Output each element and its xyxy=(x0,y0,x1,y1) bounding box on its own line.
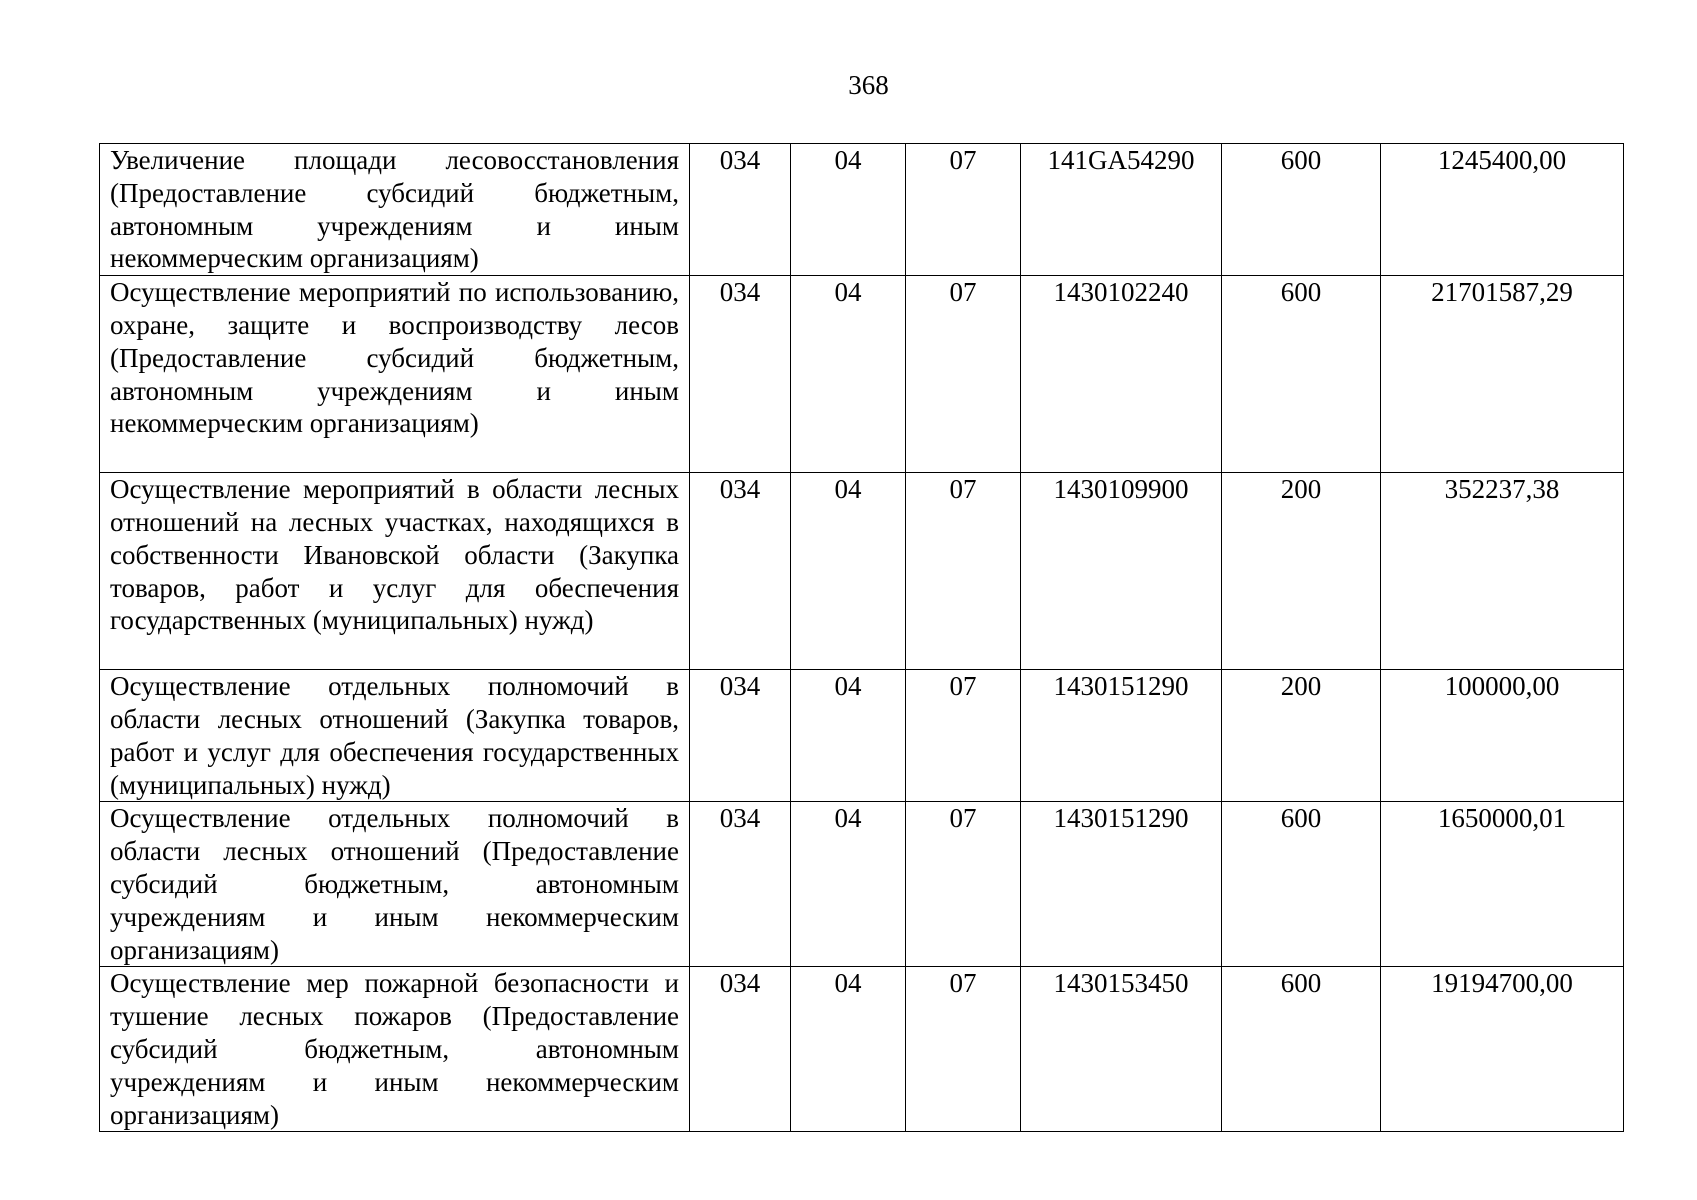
description-cell: Увеличение площади лесовосстановления (Предоставление субсидий бюджетным, автономным учреждениям и иным некоммерческим организациям) xyxy=(100,144,690,276)
expense-type-cell: 200 xyxy=(1222,670,1381,802)
expense-type-cell: 600 xyxy=(1222,276,1381,473)
description-cell: Осуществление мер пожарной безопасности и тушение лесных пожаров (Предоставление субсидий бюджетным, автономным учреждениям и иным некоммерческим организациям) xyxy=(100,967,690,1132)
amount-cell: 352237,38 xyxy=(1381,473,1624,670)
section-code-cell: 04 xyxy=(791,967,906,1132)
ministry-code-cell: 034 xyxy=(690,473,791,670)
amount-cell: 19194700,00 xyxy=(1381,967,1624,1132)
section-code-cell: 04 xyxy=(791,276,906,473)
table-row xyxy=(100,967,1624,1132)
table-row xyxy=(100,473,1624,670)
ministry-code-cell: 034 xyxy=(690,967,791,1132)
amount-cell: 100000,00 xyxy=(1381,670,1624,802)
section-code-cell: 04 xyxy=(791,473,906,670)
amount-cell: 21701587,29 xyxy=(1381,276,1624,473)
subsection-code-cell: 07 xyxy=(906,473,1021,670)
expense-type-cell: 600 xyxy=(1222,144,1381,276)
table-row xyxy=(100,276,1624,473)
amount-cell: 1245400,00 xyxy=(1381,144,1624,276)
section-code-cell: 04 xyxy=(791,802,906,967)
target-article-cell: 1430151290 xyxy=(1021,802,1222,967)
ministry-code-cell: 034 xyxy=(690,670,791,802)
description-cell: Осуществление отдельных полномочий в области лесных отношений (Закупка товаров, работ и услуг для обеспечения государственных (муниципальных) нужд) xyxy=(100,670,690,802)
ministry-code-cell: 034 xyxy=(690,802,791,967)
expense-type-cell: 600 xyxy=(1222,802,1381,967)
description-cell: Осуществление мероприятий по использованию, охране, защите и воспроизводству лесов (Предоставление субсидий бюджетным, автономным учреждениям и иным некоммерческим организациям) xyxy=(100,276,690,473)
description-cell: Осуществление мероприятий в области лесных отношений на лесных участках, находящихся в собственности Ивановской области (Закупка товаров, работ и услуг для обеспечения государственных (муниципальных) нужд) xyxy=(100,473,690,670)
description-cell: Осуществление отдельных полномочий в области лесных отношений (Предоставление субсидий бюджетным, автономным учреждениям и иным некоммерческим организациям) xyxy=(100,802,690,967)
target-article-cell: 1430153450 xyxy=(1021,967,1222,1132)
subsection-code-cell: 07 xyxy=(906,967,1021,1132)
target-article-cell: 1430151290 xyxy=(1021,670,1222,802)
amount-cell: 1650000,01 xyxy=(1381,802,1624,967)
table-row xyxy=(100,802,1624,967)
ministry-code-cell: 034 xyxy=(690,144,791,276)
expense-type-cell: 200 xyxy=(1222,473,1381,670)
target-article-cell: 1430102240 xyxy=(1021,276,1222,473)
table-row xyxy=(100,144,1624,276)
section-code-cell: 04 xyxy=(791,144,906,276)
target-article-cell: 141GA54290 xyxy=(1021,144,1222,276)
subsection-code-cell: 07 xyxy=(906,802,1021,967)
page-number: 368 xyxy=(848,70,889,100)
target-article-cell: 1430109900 xyxy=(1021,473,1222,670)
expense-type-cell: 600 xyxy=(1222,967,1381,1132)
budget-table xyxy=(99,143,1624,1132)
ministry-code-cell: 034 xyxy=(690,276,791,473)
subsection-code-cell: 07 xyxy=(906,670,1021,802)
section-code-cell: 04 xyxy=(791,670,906,802)
table-row xyxy=(100,670,1624,802)
subsection-code-cell: 07 xyxy=(906,144,1021,276)
subsection-code-cell: 07 xyxy=(906,276,1021,473)
